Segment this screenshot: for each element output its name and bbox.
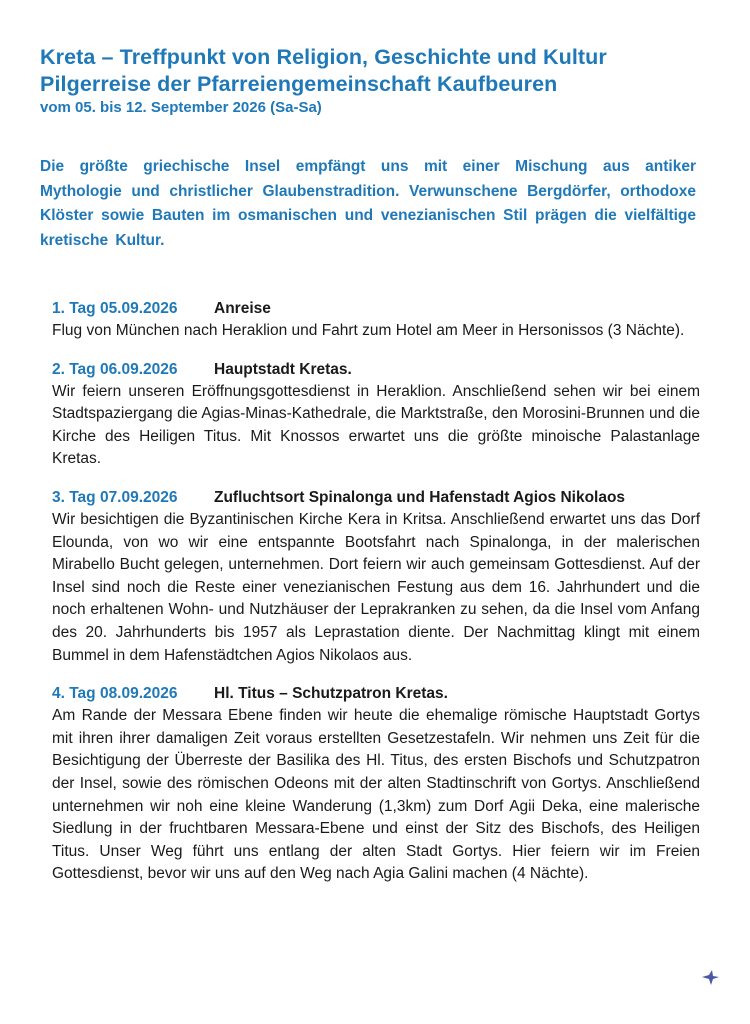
day-title: Hauptstadt Kretas.: [214, 360, 352, 378]
day-description: Wir besichtigen die Byzantinischen Kirche Kera in Kritsa. Anschließend erwartet uns das Dorf Elounda, von wo wir eine entspannte Bootsfahrt nach Spinalonga, in der malerischen Mirabello Bucht gelegen, unternehmen. Dort feiern wir auch gemeinsam Gottesdienst. Auf der Insel sind noch die Reste einer venezianischen Festung aus dem 16. Jahrhundert und die noch erhaltenen Wohn- und Nutzhäuser der Leprakranken zu sehen, da die Insel vom Anfang des 20. Jahrhunderts bis 1957 als Leprastation diente. Der Nachmittag klingt mit einem Bummel in dem Hafenstädtchen Agios Nikolaos aus.: [52, 510, 700, 664]
day-entry: [52, 487, 700, 667]
day-heading: [52, 683, 700, 705]
day-heading: [52, 298, 700, 320]
itinerary: [52, 298, 700, 902]
travel-dates: vom 05. bis 12. September 2026 (Sa-Sa): [40, 99, 322, 116]
day-entry: [52, 359, 700, 471]
day-title: Anreise: [214, 300, 271, 317]
day-title: Zufluchtsort Spinalonga und Hafenstadt Agios Nikolaos: [214, 488, 626, 506]
title-line-2: Pilgerreise der Pfarreiengemeinschaft Kaufbeuren: [40, 72, 558, 96]
day-description: Flug von München nach Heraklion und Fahrt zum Hotel am Meer in Hersonissos (3 Nächte).: [52, 322, 685, 339]
day-label: 4. Tag 08.09.2026: [52, 685, 178, 703]
day-label: 3. Tag 07.09.2026: [52, 488, 178, 506]
day-label: 2. Tag 06.09.2026: [52, 360, 178, 378]
title-line-1: Kreta – Treffpunkt von Religion, Geschichte und Kultur: [40, 45, 607, 69]
day-title: Hl. Titus – Schutzpatron Kretas.: [214, 685, 448, 703]
day-entry: [52, 298, 700, 343]
day-entry: [52, 683, 700, 886]
day-description: Am Rande der Messara Ebene finden wir heute die ehemalige römische Hauptstadt Gortys mit ihren ihrer damaligen Zeit voraus erstellten Gesetzestafeln. Wir nehmen uns Zeit für die Besichtigung der Überreste der Basilika des Hl. Titus, des ersten Bischofs und Schutzpatron der Insel, sowie des römischen Odeons mit der alten Stadtinschrift von Gortys. Anschließend unternehmen wir noh eine kleine Wanderung (1,3km) zum Dorf Agii Deka, eine malerische Siedlung in der fruchtbaren Messara-Ebene und einst der Sitz des Bischofs, des Heiligen Titus. Unser Weg führt uns entlang der alten Stadt Gortys. Hier feiern wir im Freien Gottesdienst, bevor wir uns auf den Weg nach Agia Galini machen (4 Nächte).: [52, 707, 700, 883]
day-heading: [52, 359, 700, 381]
header: [40, 44, 720, 118]
day-heading: [52, 487, 700, 509]
ink-mark-icon: [700, 968, 720, 988]
day-label: 1. Tag 05.09.2026: [52, 300, 178, 317]
intro-paragraph: Die größte griechische Insel empfängt uns mit einer Mischung aus antiker Mythologie und christlicher Glaubenstradition. Verwunschene Bergdörfer, orthodoxe Klöster sowie Bauten im osmanischen und venezianischen Stil prägen die vielfältige kretische Kultur.: [40, 158, 696, 249]
day-description: Wir feiern unseren Eröffnungsgottesdienst in Heraklion. Anschließend sehen wir bei einem Stadtspaziergang die Agias-Minas-Kathedrale, die Marktstraße, den Morosini-Brunnen und die Kirche des Heiligen Titus. Mit Knossos erwartet uns die größte minoische Palastanlage Kretas.: [52, 382, 700, 468]
